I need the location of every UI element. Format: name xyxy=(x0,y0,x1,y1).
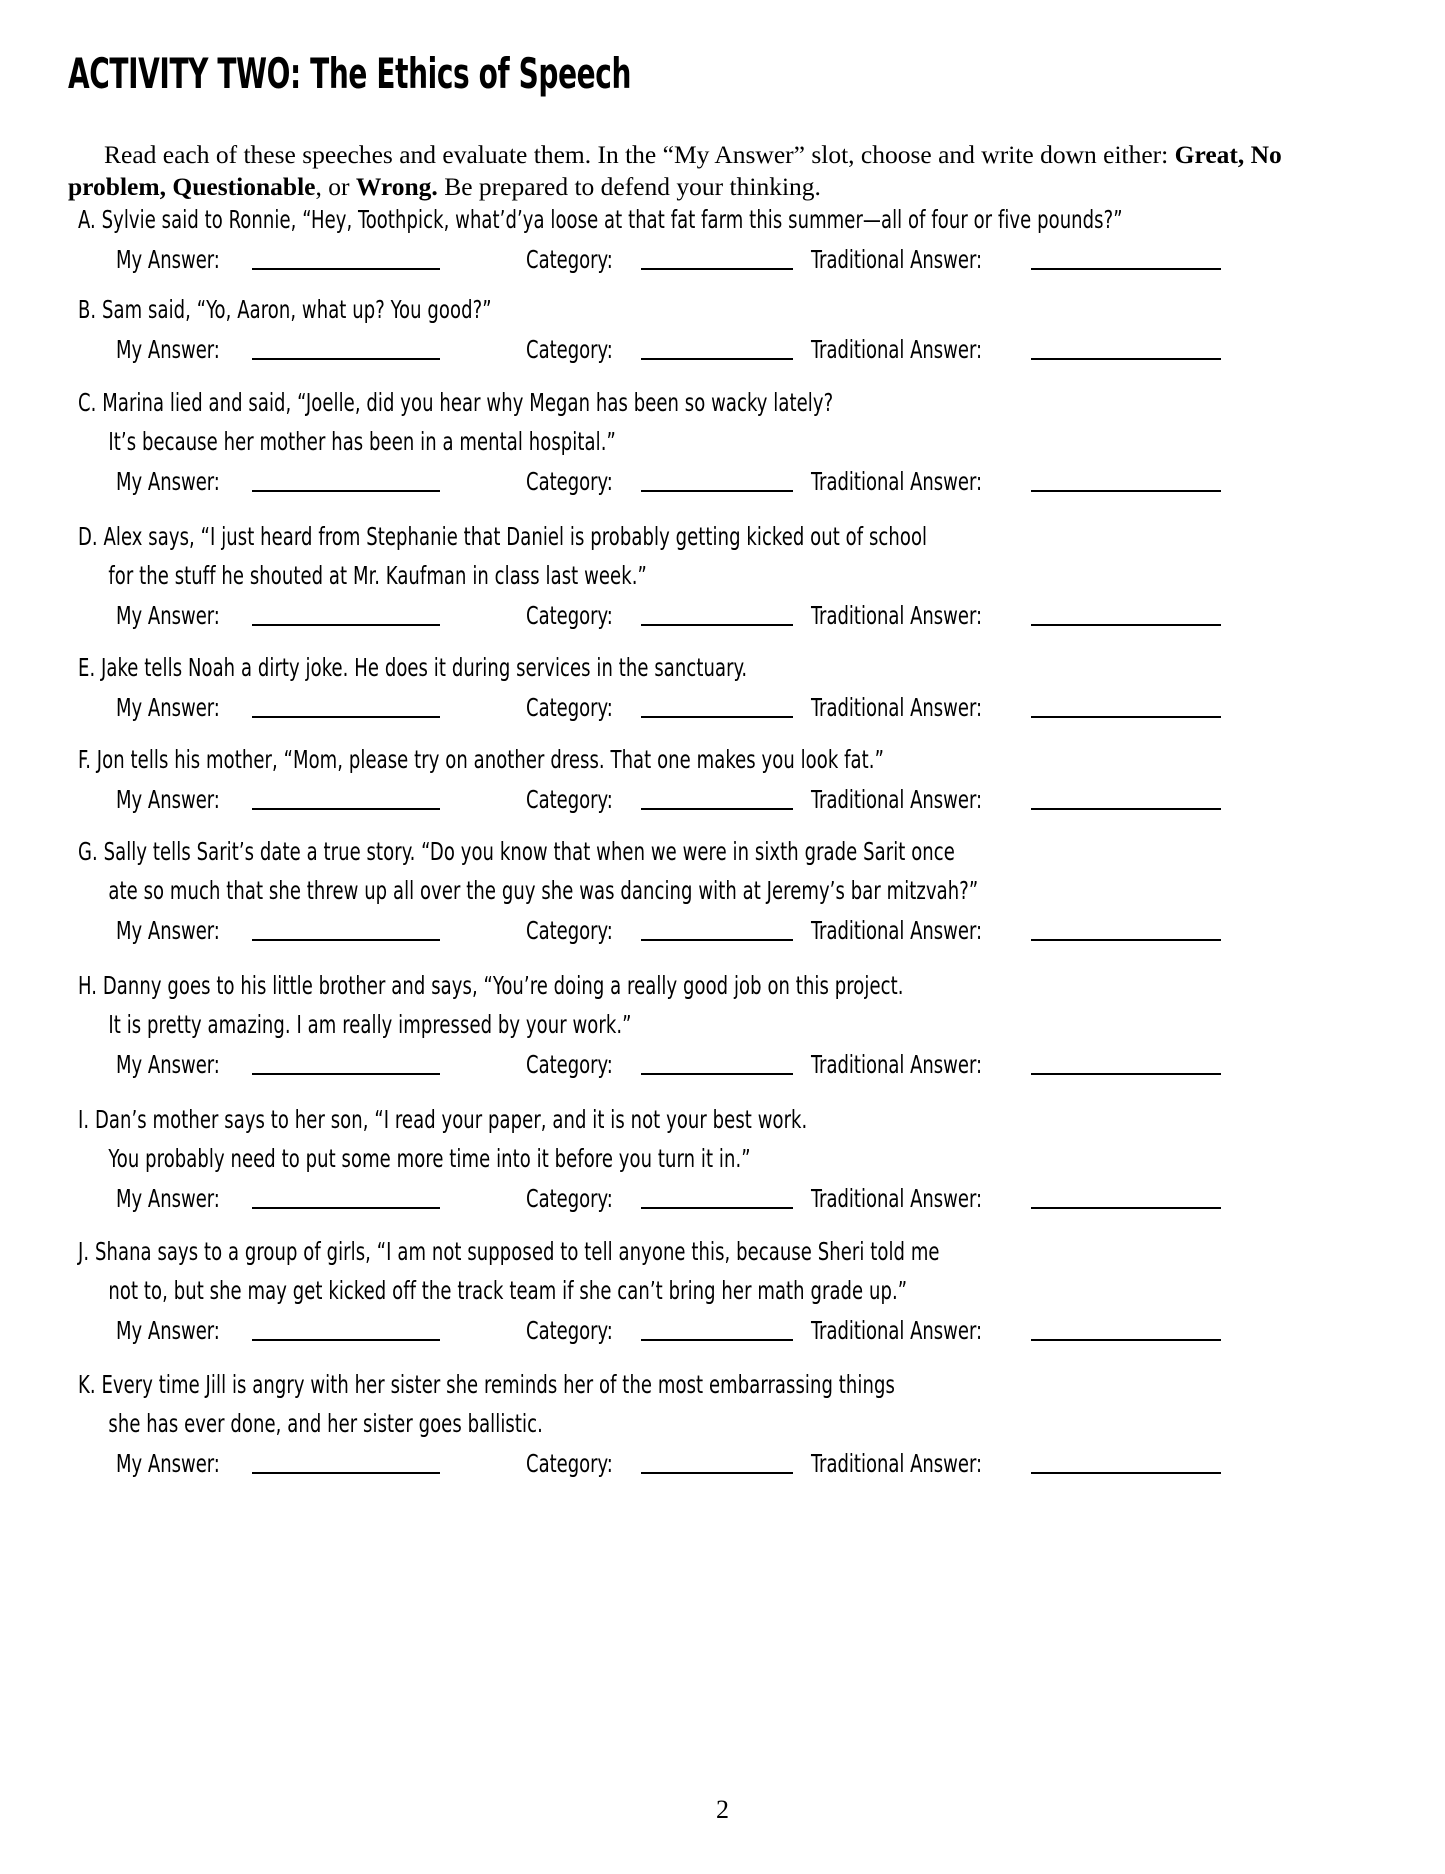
category-write-in-line[interactable] xyxy=(641,808,793,810)
item-text-line-first: C. Marina lied and said, “Joelle, did you hear why Megan has been so wacky lately? xyxy=(78,388,834,417)
answer-slot-row xyxy=(78,781,1368,823)
category-write-in-line[interactable] xyxy=(641,716,793,718)
activity-item xyxy=(78,740,1368,823)
item-text-line-first: I. Dan’s mother says to her son, “I read your paper, and it is not your best work. xyxy=(78,1105,808,1134)
my-answer-write-in-line[interactable] xyxy=(252,358,440,360)
my-answer-label: My Answer: xyxy=(116,1449,220,1478)
category-label: Category: xyxy=(526,785,613,814)
instructions-part-2: Be prepared to defend your thinking. xyxy=(437,171,821,201)
traditional-answer-slot xyxy=(811,241,1221,275)
category-label: Category: xyxy=(526,245,613,274)
my-answer-write-in-line[interactable] xyxy=(252,808,440,810)
traditional-answer-label: Traditional Answer: xyxy=(811,1184,983,1213)
category-write-in-line[interactable] xyxy=(641,1472,793,1474)
item-text-line-first: B. Sam said, “Yo, Aaron, what up? You good?” xyxy=(78,295,492,324)
my-answer-write-in-line[interactable] xyxy=(252,1073,440,1075)
my-answer-label: My Answer: xyxy=(116,693,220,722)
traditional-answer-slot xyxy=(811,597,1221,631)
traditional-answer-write-in-line[interactable] xyxy=(1031,1207,1221,1209)
traditional-answer-write-in-line[interactable] xyxy=(1031,1073,1221,1075)
my-answer-label: My Answer: xyxy=(116,916,220,945)
activity-item xyxy=(78,648,1368,731)
answer-slot-row xyxy=(78,689,1368,731)
my-answer-label: My Answer: xyxy=(116,467,220,496)
traditional-answer-slot xyxy=(811,1180,1221,1214)
answer-slot-row xyxy=(78,1312,1368,1354)
activity-item xyxy=(78,1100,1368,1222)
my-answer-write-in-line[interactable] xyxy=(252,268,440,270)
my-answer-write-in-line[interactable] xyxy=(252,624,440,626)
item-text-line-cont: ate so much that she threw up all over the guy she was dancing with at Jeremy’s bar mitzvah?” xyxy=(108,876,979,905)
category-slot xyxy=(526,1180,793,1214)
traditional-answer-label: Traditional Answer: xyxy=(811,1050,983,1079)
my-answer-slot xyxy=(116,1180,440,1214)
traditional-answer-slot xyxy=(811,1046,1221,1080)
my-answer-slot xyxy=(116,912,440,946)
my-answer-slot xyxy=(116,463,440,497)
traditional-answer-write-in-line[interactable] xyxy=(1031,1472,1221,1474)
my-answer-label: My Answer: xyxy=(116,1184,220,1213)
category-write-in-line[interactable] xyxy=(641,1339,793,1341)
my-answer-write-in-line[interactable] xyxy=(252,939,440,941)
category-label: Category: xyxy=(526,1316,613,1345)
traditional-answer-write-in-line[interactable] xyxy=(1031,808,1221,810)
answer-slot-row xyxy=(78,1180,1368,1222)
category-write-in-line[interactable] xyxy=(641,939,793,941)
item-text-line-cont: You probably need to put some more time into it before you turn it in.” xyxy=(108,1144,751,1173)
my-answer-slot xyxy=(116,781,440,815)
category-slot xyxy=(526,1046,793,1080)
my-answer-label: My Answer: xyxy=(116,785,220,814)
item-text-line-first: E. Jake tells Noah a dirty joke. He does it during services in the sanctuary. xyxy=(78,653,748,682)
traditional-answer-slot xyxy=(811,781,1221,815)
my-answer-slot xyxy=(116,1312,440,1346)
activity-item xyxy=(78,1232,1368,1354)
traditional-answer-write-in-line[interactable] xyxy=(1031,358,1221,360)
instructions-bold-wrong: Wrong. xyxy=(355,171,438,201)
category-slot xyxy=(526,331,793,365)
item-text-line-cont: she has ever done, and her sister goes ballistic. xyxy=(108,1409,543,1438)
traditional-answer-write-in-line[interactable] xyxy=(1031,624,1221,626)
item-text-line-first: G. Sally tells Sarit’s date a true story. “Do you know that when we were in sixth grade Sarit once xyxy=(78,837,955,866)
traditional-answer-slot xyxy=(811,463,1221,497)
traditional-answer-slot xyxy=(811,1312,1221,1346)
activity-item xyxy=(78,832,1368,954)
my-answer-slot xyxy=(116,241,440,275)
my-answer-label: My Answer: xyxy=(116,335,220,364)
item-text-line-first: A. Sylvie said to Ronnie, “Hey, Toothpick, what’d’ya loose at that fat farm this summer—all of four or five pounds?” xyxy=(78,205,1123,234)
item-text-line-first: J. Shana says to a group of girls, “I am not supposed to tell anyone this, because Sheri told me xyxy=(78,1237,940,1266)
my-answer-write-in-line[interactable] xyxy=(252,1339,440,1341)
item-text-line-cont: It’s because her mother has been in a mental hospital.” xyxy=(108,427,616,456)
traditional-answer-slot xyxy=(811,1445,1221,1479)
my-answer-slot xyxy=(116,1445,440,1479)
category-slot xyxy=(526,463,793,497)
item-text-line-cont: It is pretty amazing. I am really impressed by your work.” xyxy=(108,1010,632,1039)
activity-item xyxy=(78,200,1368,283)
traditional-answer-label: Traditional Answer: xyxy=(811,467,983,496)
traditional-answer-write-in-line[interactable] xyxy=(1031,939,1221,941)
my-answer-slot xyxy=(116,597,440,631)
instructions-part-1: Read each of these speeches and evaluate them. In the “My Answer” slot, choose and write down either: xyxy=(104,139,1175,169)
activity-item xyxy=(78,517,1368,639)
activity-item xyxy=(78,290,1368,373)
answer-slot-row xyxy=(78,1445,1368,1487)
my-answer-label: My Answer: xyxy=(116,1050,220,1079)
category-write-in-line[interactable] xyxy=(641,1073,793,1075)
answer-slot-row xyxy=(78,597,1368,639)
traditional-answer-write-in-line[interactable] xyxy=(1031,716,1221,718)
traditional-answer-slot xyxy=(811,912,1221,946)
category-label: Category: xyxy=(526,1449,613,1478)
my-answer-label: My Answer: xyxy=(116,245,220,274)
traditional-answer-label: Traditional Answer: xyxy=(811,1316,983,1345)
traditional-answer-write-in-line[interactable] xyxy=(1031,268,1221,270)
traditional-answer-label: Traditional Answer: xyxy=(811,245,983,274)
my-answer-write-in-line[interactable] xyxy=(252,1472,440,1474)
my-answer-write-in-line[interactable] xyxy=(252,490,440,492)
traditional-answer-write-in-line[interactable] xyxy=(1031,490,1221,492)
category-label: Category: xyxy=(526,693,613,722)
category-label: Category: xyxy=(526,1050,613,1079)
category-slot xyxy=(526,1312,793,1346)
category-write-in-line[interactable] xyxy=(641,1207,793,1209)
category-slot xyxy=(526,781,793,815)
traditional-answer-label: Traditional Answer: xyxy=(811,601,983,630)
category-slot xyxy=(526,241,793,275)
item-text-line-cont: for the stuff he shouted at Mr. Kaufman in class last week.” xyxy=(108,561,647,590)
traditional-answer-slot xyxy=(811,331,1221,365)
answer-slot-row xyxy=(78,1046,1368,1088)
page-number: 2 xyxy=(716,1795,729,1824)
instructions-bold-categories: Great, No problem, Questionable xyxy=(68,139,1282,201)
answer-slot-row xyxy=(78,331,1368,373)
instructions-paragraph xyxy=(68,139,1308,203)
my-answer-label: My Answer: xyxy=(116,601,220,630)
category-write-in-line[interactable] xyxy=(641,490,793,492)
traditional-answer-label: Traditional Answer: xyxy=(811,1449,983,1478)
answer-slot-row xyxy=(78,912,1368,954)
category-label: Category: xyxy=(526,916,613,945)
activity-item xyxy=(78,966,1368,1088)
page-title: ACTIVITY TWO: The Ethics of Speech xyxy=(68,49,632,98)
traditional-answer-label: Traditional Answer: xyxy=(811,785,983,814)
category-write-in-line[interactable] xyxy=(641,358,793,360)
category-slot xyxy=(526,912,793,946)
my-answer-write-in-line[interactable] xyxy=(252,716,440,718)
category-write-in-line[interactable] xyxy=(641,624,793,626)
item-text-line-first: D. Alex says, “I just heard from Stephanie that Daniel is probably getting kicked out of school xyxy=(78,522,928,551)
category-label: Category: xyxy=(526,467,613,496)
answer-slot-row xyxy=(78,463,1368,505)
traditional-answer-label: Traditional Answer: xyxy=(811,335,983,364)
traditional-answer-label: Traditional Answer: xyxy=(811,916,983,945)
category-slot xyxy=(526,689,793,723)
instructions-mid: , or xyxy=(315,171,356,201)
item-text-line-cont: not to, but she may get kicked off the track team if she can’t bring her math grade up.” xyxy=(108,1276,908,1305)
category-label: Category: xyxy=(526,601,613,630)
category-slot xyxy=(526,1445,793,1479)
category-label: Category: xyxy=(526,1184,613,1213)
category-slot xyxy=(526,597,793,631)
my-answer-label: My Answer: xyxy=(116,1316,220,1345)
my-answer-slot xyxy=(116,1046,440,1080)
category-write-in-line[interactable] xyxy=(641,268,793,270)
traditional-answer-label: Traditional Answer: xyxy=(811,693,983,722)
activity-item xyxy=(78,1365,1368,1487)
category-label: Category: xyxy=(526,335,613,364)
traditional-answer-write-in-line[interactable] xyxy=(1031,1339,1221,1341)
item-text-line-first: H. Danny goes to his little brother and says, “You’re doing a really good job on this project. xyxy=(78,971,904,1000)
item-text-line-first: K. Every time Jill is angry with her sister she reminds her of the most embarrassing things xyxy=(78,1370,895,1399)
my-answer-slot xyxy=(116,689,440,723)
answer-slot-row xyxy=(78,241,1368,283)
my-answer-write-in-line[interactable] xyxy=(252,1207,440,1209)
item-text-line-first: F. Jon tells his mother, “Mom, please try on another dress. That one makes you look fat.” xyxy=(78,745,884,774)
traditional-answer-slot xyxy=(811,689,1221,723)
my-answer-slot xyxy=(116,331,440,365)
activity-item xyxy=(78,383,1368,505)
